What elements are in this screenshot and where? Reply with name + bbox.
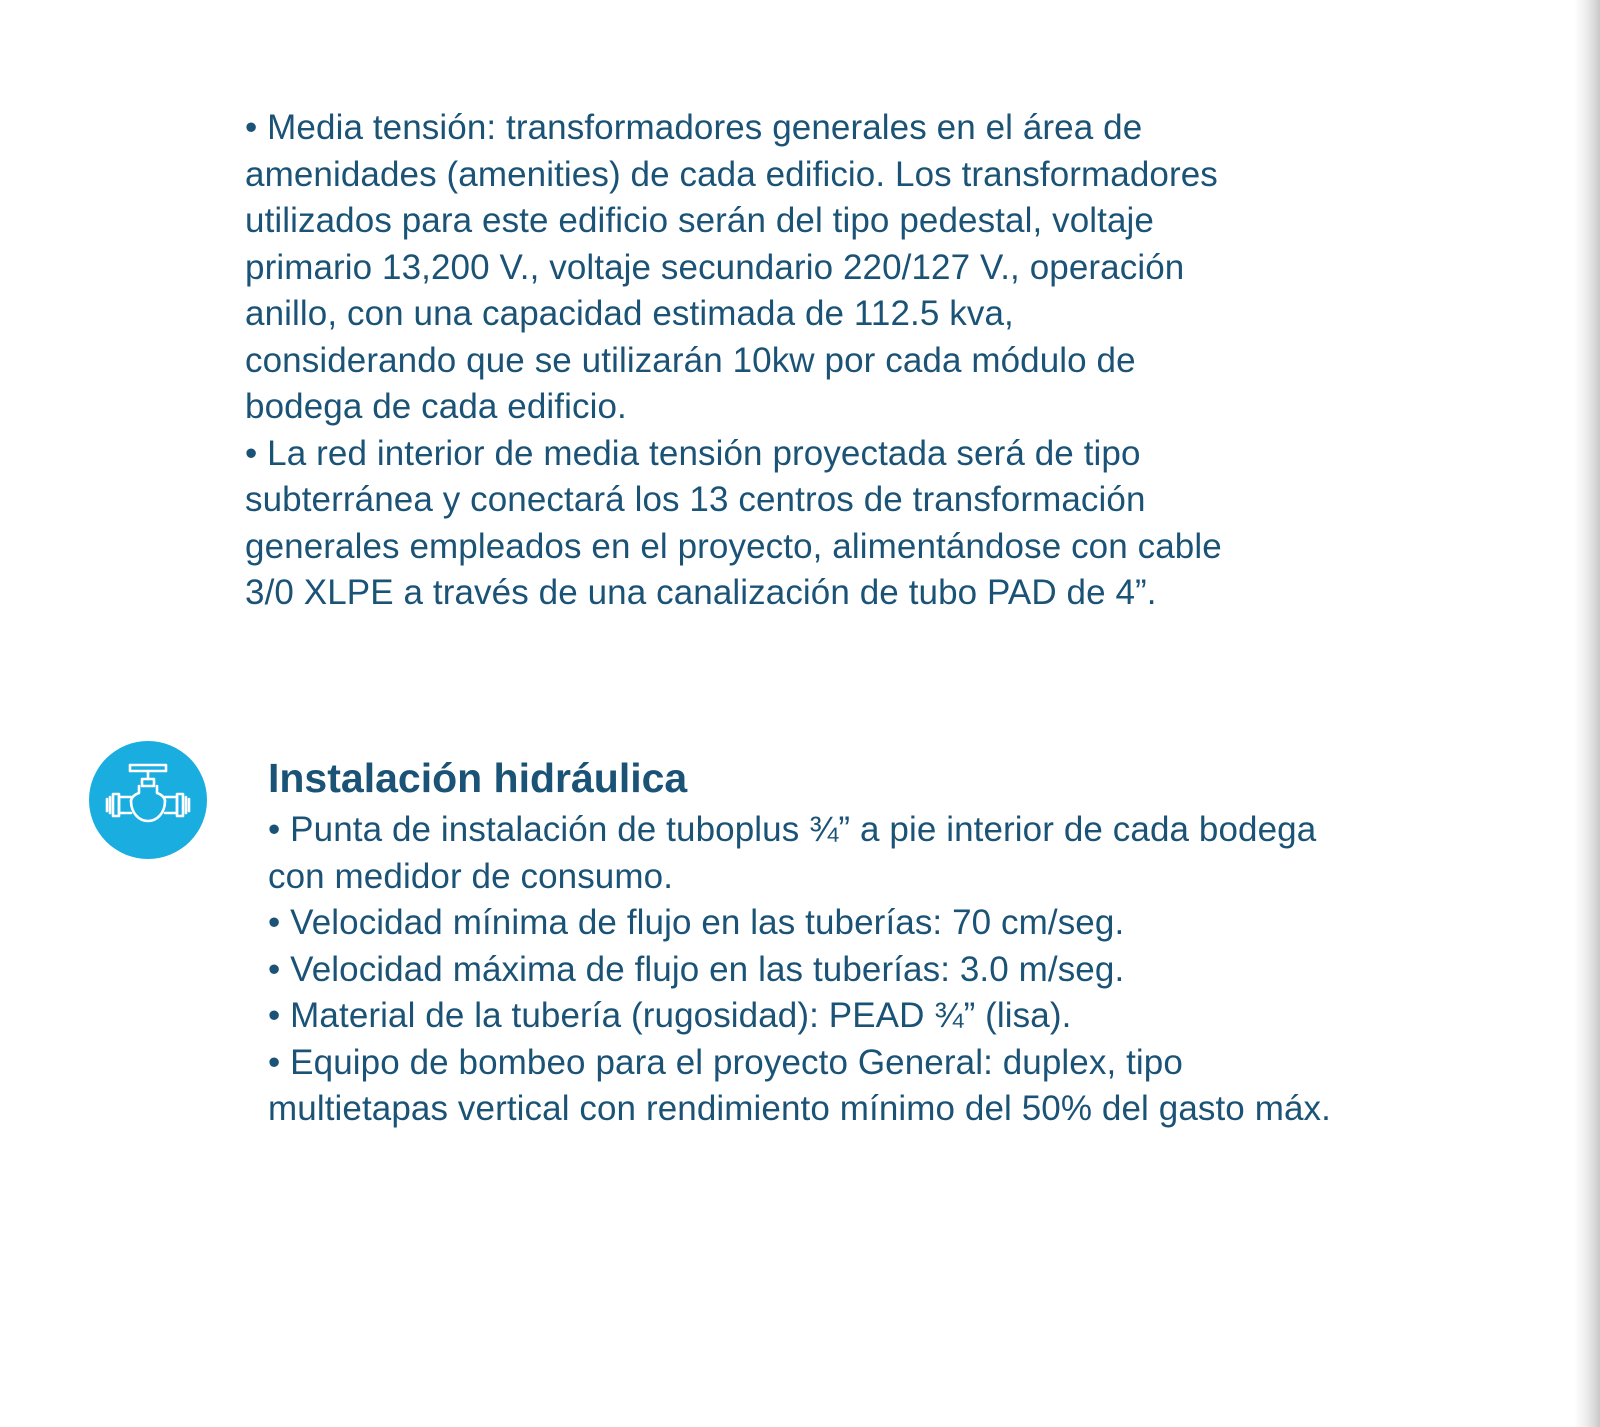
electrical-line: • La red interior de media tensión proyectada será de tipo bbox=[245, 433, 1141, 473]
hydraulic-section bbox=[268, 752, 1468, 1133]
electrical-line: primario 13,200 V., voltaje secundario 220/127 V., operación bbox=[245, 247, 1185, 287]
hydraulic-line: • Equipo de bombeo para el proyecto General: duplex, tipo bbox=[268, 1042, 1183, 1082]
hydraulic-line: • Velocidad mínima de flujo en las tuberías: 70 cm/seg. bbox=[268, 903, 1125, 942]
hydraulic-line: • Material de la tubería (rugosidad): PEAD ¾” (lisa). bbox=[268, 996, 1072, 1035]
electrical-line: utilizados para este edificio serán del tipo pedestal, voltaje bbox=[245, 201, 1154, 240]
electrical-line: considerando que se utilizarán 10kw por cada módulo de bbox=[245, 340, 1136, 380]
electrical-line: bodega de cada edificio. bbox=[245, 387, 627, 426]
electrical-line: 3/0 XLPE a través de una canalización de tubo PAD de 4”. bbox=[245, 573, 1157, 612]
electrical-section bbox=[245, 105, 1375, 617]
hydraulic-line: multietapas vertical con rendimiento mínimo del 50% del gasto máx. bbox=[268, 1089, 1331, 1128]
electrical-line: amenidades (amenities) de cada edificio. Los transformadores bbox=[245, 154, 1218, 194]
electrical-line: anillo, con una capacidad estimada de 112.5 kva, bbox=[245, 294, 1014, 333]
electrical-line: subterránea y conectará los 13 centros de transformación bbox=[245, 480, 1146, 519]
electrical-line: generales empleados en el proyecto, alimentándose con cable bbox=[245, 526, 1222, 566]
hydraulic-line: • Velocidad máxima de flujo en las tuberías: 3.0 m/seg. bbox=[268, 949, 1125, 989]
hydraulic-line: • Punta de instalación de tuboplus ¾” a pie interior de cada bodega bbox=[268, 810, 1317, 849]
section-title: Instalación hidráulica bbox=[268, 755, 688, 801]
pipe-valve-icon bbox=[89, 741, 207, 859]
electrical-line: • Media tensión: transformadores generales en el área de bbox=[245, 108, 1143, 147]
page-edge-shadow bbox=[1574, 0, 1600, 1427]
hydraulic-line: con medidor de consumo. bbox=[268, 856, 674, 896]
